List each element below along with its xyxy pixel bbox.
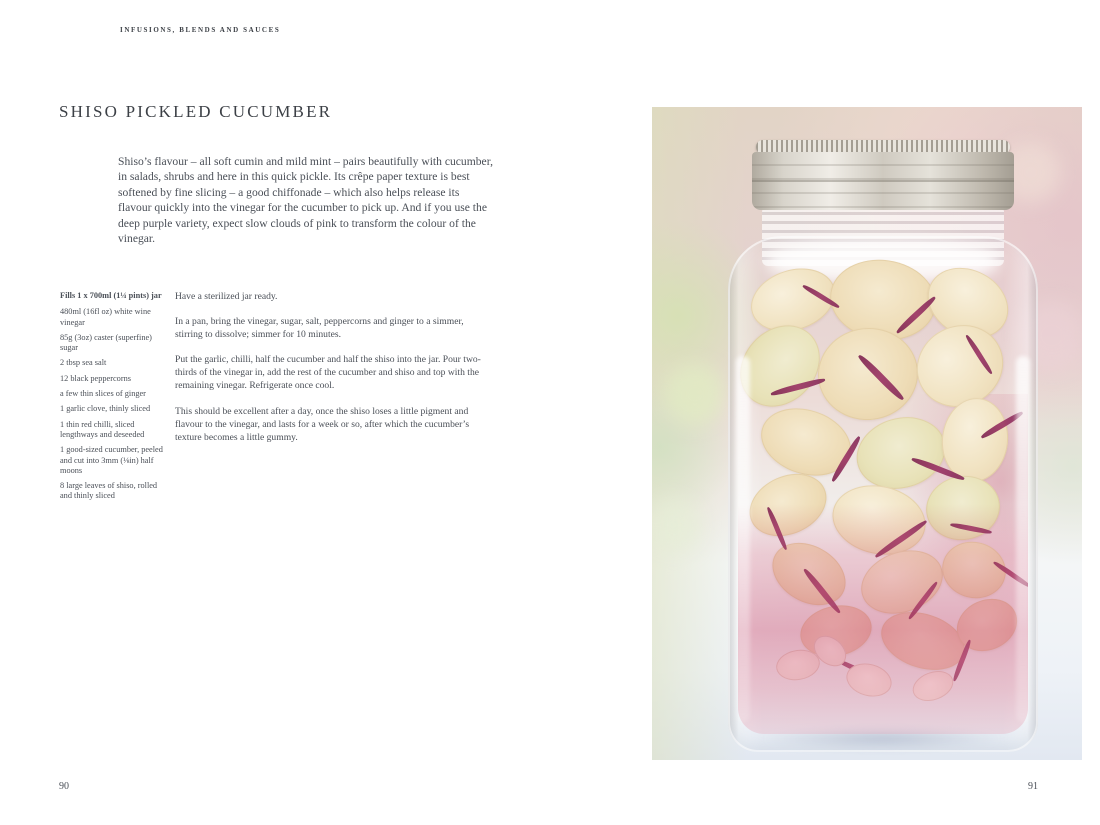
glass-highlight [736, 356, 750, 722]
recipe-intro: Shiso’s flavour – all soft cumin and mild mint – pairs beautifully with cucumber, in salads, shrubs and here in this quick pickle. Its crêpe paper texture is best softened by fine slicing – a good chiffonade – which also helps release its flavour quickly into the vinegar for the cucumber to pick up. And if you use the deep purple variety, expect slow clouds of pink to transform the colour of the vinegar. [118, 155, 493, 246]
method-steps [175, 290, 491, 456]
ingredient-item: 85g (3oz) caster (superfine) sugar [60, 332, 152, 353]
recipe-yield: Fills 1 x 700ml (1¼ pints) jar [60, 291, 162, 300]
ingredients-list [60, 291, 166, 507]
page-title: SHISO PICKLED CUCUMBER [59, 102, 333, 121]
ingredient-item: 1 thin red chilli, sliced lengthways and deseeded [60, 419, 145, 439]
running-head: INFUSIONS, BLENDS AND SAUCES [120, 26, 281, 34]
jar-contents [738, 254, 1028, 734]
glass-highlight [1016, 356, 1030, 722]
page-number-left: 90 [59, 781, 69, 792]
ingredient-item: 2 tbsp sea salt [60, 358, 107, 368]
method-step: In a pan, bring the vinegar, sugar, salt, peppercorns and ginger to a simmer, stirring to dissolve; simmer for 10 minutes. [175, 316, 464, 341]
ingredient-item: 8 large leaves of shiso, rolled and thinly sliced [60, 481, 158, 501]
recipe-photo [652, 107, 1082, 760]
ingredient-item: 1 garlic clove, thinly sliced [60, 404, 151, 414]
method-step: This should be excellent after a day, once the shiso loses a little pigment and flavour to the vinegar, and lasts for a week or so, after which the cucumber’s texture becomes a little gummy. [175, 405, 470, 443]
pickle-jar [728, 140, 1038, 752]
jar-lid-groove [752, 180, 1014, 182]
pink-vinegar [738, 504, 1028, 734]
ingredient-item: 480ml (16fl oz) white wine vinegar [60, 307, 151, 327]
method-step: Have a sterilized jar ready. [175, 291, 278, 302]
ingredient-item: 1 good-sized cucumber, peeled and cut into 3mm (⅛in) half moons [60, 445, 163, 475]
ingredient-item: 12 black peppercorns [60, 373, 131, 383]
page-number-right: 91 [1028, 781, 1038, 792]
method-step: Put the garlic, chilli, half the cucumber and half the shiso into the jar. Pour two-thirds of the vinegar in, add the rest of the cucumber and shiso and top with the remaining vinegar. Refrigerate once cool. [175, 354, 481, 392]
ingredient-item: a few thin slices of ginger [60, 389, 146, 399]
